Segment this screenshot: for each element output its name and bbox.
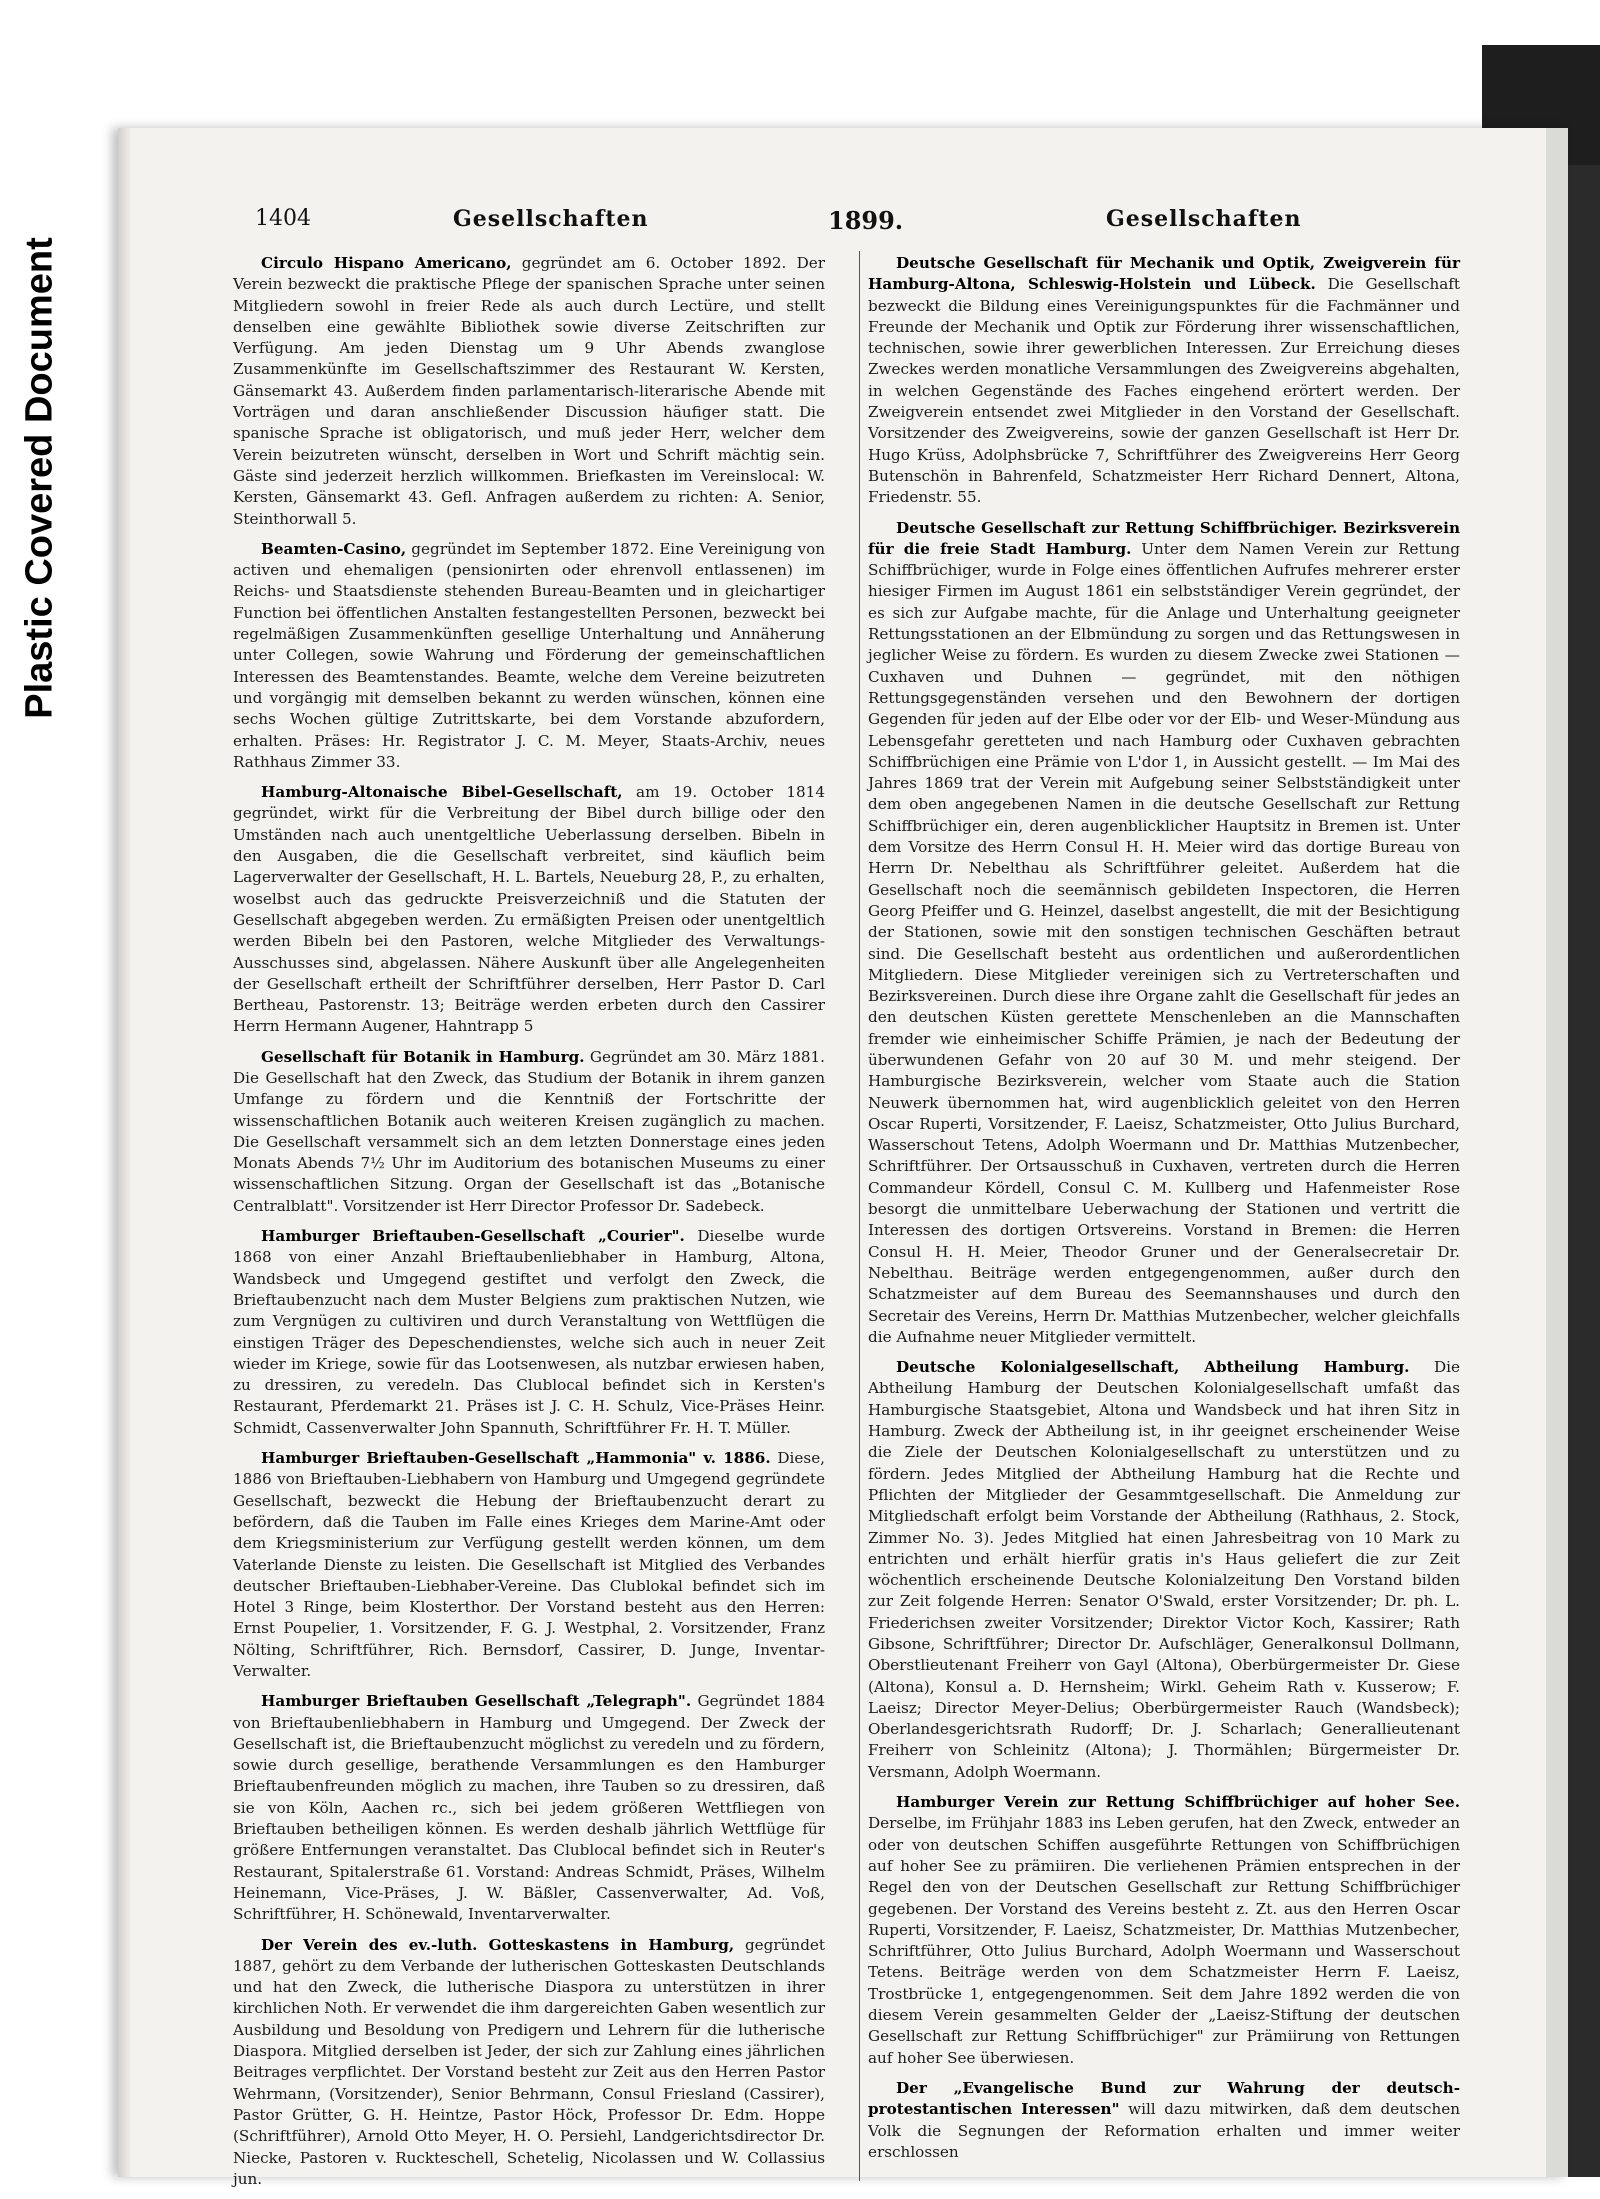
entry-text: will dazu mitwirken, daß dem deutschen Volk die Segnungen der Reformation erhalten und immer weiter erschlossen	[868, 2100, 1461, 2161]
running-title-right: Gesellschaften	[1106, 206, 1302, 232]
entry-text: gegründet am 6. October 1892. Der Verein bezweckt die praktische Pflege der spanischen Sprache unter seinen Mitgliedern sowohl in freier Rede als auch durch Lectüre, und stellt denselben eine gewählte Bibliothek sowie diverse Zeitschriften zur Verfügung. Am jeden Dienstag um 9 Uhr Abends zwanglose Zusammenkünfte im Gesellschaftszimmer des Restaurant W. Kersten, Gänsemarkt 43. Außerdem finden parlamentarisch-literarische Abende mit Vorträgen und daran anschließender Discussion häufiger statt. Die spanische Sprache ist obligatorisch, und muß jeder Herr, welcher dem Verein beizutreten wünscht, derselben in Wort und Schrift mächtig sein. Gäste sind jederzeit herzlich willkommen. Briefkasten im Vereinslocal: W. Kersten, Gänsemarkt 43. Gefl. Anfragen außerdem zu richten: A. Senior, Steinthorwall 5.	[233, 254, 826, 528]
entry-brieftauben-courier	[233, 1226, 825, 1439]
entry-title: Hamburger Brieftauben-Gesellschaft „Hammonia" v. 1886.	[261, 1449, 771, 1468]
entry-gotteskasten	[233, 1935, 825, 2191]
entry-title: Deutsche Gesellschaft für Mechanik und Optik, Zweigverein für Hamburg-Altona, Schleswig-Holstein und Lübeck.	[868, 254, 1460, 294]
entry-text: Unter dem Namen Verein zur Rettung Schiffbrüchiger, wurde in Folge eines öffentlichen Aufrufes mehrerer erster hiesiger Firmen im August 1861 ein selbstständiger Verein gegründet, der es sich zur Aufgabe machte, für die Anlage und Unterhaltung geeigneter Rettungsstationen an der Elbmündung zu sorgen und das Rettungswesen in jeglicher Weise zu fördern. Es wurden zu diesem Zwecke zwei Stationen — Cuxhaven und Duhnen — gegründet, mit den nöthigen Rettungsgegenständen versehen und den Bewohnern der dortigen Gegenden für jeden auf der Elbe oder vor der Elb- und Weser-Mündung aus Lebensgefahr geretteten und nach Hamburg oder Cuxhaven gebrachten Schiffbrüchigen eine Prämie von L'dor 1, in Aussicht gestellt. — Im Mai des Jahres 1869 trat der Verein mit Aufgebung seiner Selbstständigkeit unter dem oben angegebenen Namen in die deutsche Gesellschaft zur Rettung Schiffbrüchiger ein, deren augenblicklicher Hauptsitz in Bremen ist. Unter dem Vorsitze des Herrn Consul H. H. Meier wird das dortige Bureau von Herrn Dr. Nebelthau als Schriftführer geleitet. Außerdem hat die Gesellschaft noch die seemännisch gebildeten Inspectoren, die Herren Georg Pfeiffer und G. Heinzel, daselbst angestellt, die mit der Besichtigung der Stationen, sowie mit den sonstigen technischen Geschäften betraut sind. Die Gesellschaft besteht aus ordentlichen und außerordentlichen Mitgliedern. Diese Mitglieder vereinigen sich zu Vertreterschaften und Bezirksvereinen. Durch diese ihre Organe zahlt die Gesellschaft für jedes an den deutschen Küsten gerettete Menschenleben an die Mannschaften fremder wie einheimischer Schiffe Prämien, je nach der Bedeutung der überwundenen Gefahr von 20 auf 30 M. und mehr steigend. Der Hamburgische Bezirksverein, welcher vom Staate auch die Station Neuwerk übernommen hat, wird augenblicklich geleitet von den Herren Oscar Ruperti, Vorsitzender, F. Laeisz, Schatzmeister, Otto Julius Burchard, Wasserschout Tetens, Adolph Woermann und Dr. Matthias Mutzenbecher, Schriftführer. Der Ortsausschuß in Cuxhaven, vertreten durch die Herren Commandeur Kördell, Consul C. M. Kullberg und Hafenmeister Rose besorgt die unmittelbare Ueberwachung der Stationen und vertritt die Interessen des dortigen Ortsvereins. Vorstand in Bremen: die Herren Consul H. H. Meier, Theodor Gruner und der Generalsecretair Dr. Nebelthau. Beiträge werden entgegengenommen, außer durch den Schatzmeister auf dem Bureau des Seemannshauses und durch den Secretair des Vereins, Herrn Dr. Matthias Mutzenbecher, welcher gleichfalls die Aufnahme neuer Mitglieder vermittelt.	[868, 539, 1460, 1346]
entry-text: Dieselbe wurde 1868 von einer Anzahl Brieftaubenliebhaber in Hamburg, Altona, Wandsbeck und Umgegend gestiftet und verfolgt den Zweck, die Brieftaubenzucht nach dem Muster Belgiens zum praktischen Nutzen, wie zum Vergnügen zu cultiviren und durch Veranstaltung von Wettflügen die einstigen Träger des Depeschendienstes, welche sich auch in neuer Zeit wieder im Kriege, sowie für das Lootsenwesen, als nutzbar erwiesen haben, zu dressiren, zu veredeln. Das Clublocal befindet sich in Kersten's Restaurant, Pferdemarkt 21. Präses ist J. C. H. Schulz, Vice-Präses Heinr. Schmidt, Cassenverwalter John Spannuth, Schriftführer Fr. H. T. Müller.	[233, 1227, 826, 1437]
entry-title: Hamburger Brieftauben Gesellschaft „Telegraph".	[261, 1692, 692, 1711]
column-divider	[859, 251, 860, 2181]
entry-text: Die Abtheilung Hamburg der Deutschen Kolonialgesellschaft umfaßt das Hamburgische Staatsgebiet, Altona und Wandsbeck und hat ihren Sitz in Hamburg. Zweck der Abtheilung ist, in ihr geeignet erscheinender Weise die Ziele der Deutschen Kolonialgesellschaft zu unterstützen und zu fördern. Jedes Mitglied der Abtheilung Hamburg hat die Rechte und Pflichten der Mitglieder der Gesammtgesellschaft. Die Anmeldung zur Mitgliedschaft erfolgt beim Vorstande der Abtheilung (Rathhaus, 2. Stock, Zimmer No. 3). Jedes Mitglied hat einen Jahresbeitrag von 10 Mark zu entrichten und erhält hierfür gratis in's Haus geliefert die zur Zeit wöchentlich erscheinende Deutsche Kolonialzeitung Den Vorstand bilden zur Zeit folgende Herren: Senator O'Swald, erster Vorsitzender; Dr. ph. L. Friederichsen zweiter Vorsitzender; Direktor Victor Koch, Kassirer; Rath Gibsone, Schriftführer; Director Dr. Aufschläger, Generalkonsul Dollmann, Oberstlieutenant Freiherr von Gayl (Altona), Oberbürgermeister Dr. Giese (Altona), Konsul a. D. Hernsheim; Wirkl. Geheim Rath v. Kusserow; F. Laeisz; Director Meyer-Delius; Oberbürgermeister Rauch (Wandsbeck); Oberlandesgerichtsrath Rudorff; Dr. J. Scharlach; Generallieutenant Freiherr von Schleinitz (Altona); J. Thormählen; Bürgermeister Dr. Versmann, Adolph Woermann.	[868, 1358, 1460, 1781]
entry-kolonialgesellschaft	[868, 1357, 1460, 1783]
page-number: 1404	[255, 206, 311, 231]
entry-text: Gegründet 1884 von Brieftaubenliebhabern in Hamburg und Umgegend. Der Zweck der Gesellschaft ist, die Brieftaubenzucht möglichst zu veredeln und zu fördern, sowie durch gesellige, berathende Versammlungen es den Hamburger Brieftaubenfreunden möglich zu machen, ihre Tauben so zu dressiren, daß sie von Köln, Aachen rc., sich bei jedem größeren Wettfliegen von Brieftauben betheiligen können. Es werden deshalb jährlich Wettflüge für größere Entfernungen veranstaltet. Das Clublocal befindet sich in Reuter's Restaurant, Spitalerstraße 61. Vorstand: Andreas Schmidt, Präses, Wilhelm Heinemann, Vice-Präses, J. W. Bäßler, Cassenverwalter, Ad. Voß, Schriftführer, H. Schönewald, Inventarverwalter.	[233, 1692, 825, 1924]
entry-title: Beamten-Casino,	[261, 539, 407, 558]
entry-title: Deutsche Gesellschaft zur Rettung Schiffbrüchiger. Bezirksverein für die freie Stadt Hamburg.	[868, 518, 1460, 558]
entry-bibel-gesellschaft	[233, 782, 825, 1038]
entry-text: Gegründet am 30. März 1881. Die Gesellschaft hat den Zweck, das Studium der Botanik in ihrem ganzen Umfange zu fördern und die Kenntniß der Fortschritte der wissenschaftlichen Botanik auch weiteren Kreisen zugänglich zu machen. Die Gesellschaft versammelt sich an dem letzten Donnerstage eines jeden Monats Abends 7½ Uhr im Auditorium des botanischen Museums zu einer wissenschaftlichen Sitzung. Organ der Gesellschaft ist das „Botanische Centralblatt". Vorsitzender ist Herr Director Professor Dr. Sadebeck.	[233, 1047, 826, 1215]
entry-brieftauben-hammonia	[233, 1448, 825, 1682]
entry-text: Die Gesellschaft bezweckt die Bildung eines Vereinigungspunktes für die Fachmänner und Freunde der Mechanik und Optik zur Förderung ihrer wissenschaftlichen, technischen, sowie ihrer gewerblichen Interessen. Zur Erreichung dieses Zweckes werden monatliche Versammlungen des Zweigvereins abgehalten, in welchen Gegenstände des Faches eingehend erörtert werden. Der Zweigverein entsendet zwei Mitglieder in den Vorstand der Gesellschaft. Vorsitzender des Zweigvereins, sowie der ganzen Gesellschaft ist Herr Dr. Hugo Krüss, Adolphsbrücke 7, Schriftführer des Zweigvereins Herr Georg Butenschön in Bahrenfeld, Schatzmeister Herr Richard Dennert, Altona, Friedenstr. 55.	[868, 275, 1461, 507]
left-column	[233, 253, 825, 2199]
entry-title: Hamburger Brieftauben-Gesellschaft „Courier".	[261, 1227, 685, 1246]
entry-mechanik-optik	[868, 253, 1460, 509]
entry-title: Deutsche Kolonialgesellschaft, Abtheilung Hamburg.	[896, 1358, 1410, 1377]
entry-text: Derselbe, im Frühjahr 1883 ins Leben gerufen, hat den Zweck, entweder an oder von deutschen Schiffen ausgeführte Rettungen von Schiffbrüchigen auf hoher See zu prämiiren. Die verliehenen Prämien entsprechen in der Regel den von der Deutschen Gesellschaft zur Rettung Schiffbrüchiger gegebenen. Der Vorstand des Vereins besteht z. Zt. aus den Herren Oscar Ruperti, Vorsitzender, F. Laeisz, Schatzmeister, Dr. Matthias Mutzenbecher, Schriftführer, Otto Julius Burchard, Adolph Woermann und Wasserschout Tetens. Beiträge werden von dem Schatzmeister Herrn F. Laeisz, Trostbrücke 1, entgegengenommen. Seit dem Jahre 1892 werden die von diesem Verein gesammelten Gelder der „Laeisz-Stiftung der deutschen Gesellschaft zur Rettung Schiffbrüchiger" zur Prämiirung von Rettungen auf hoher See überwiesen.	[868, 1814, 1460, 2067]
entry-text: Diese, 1886 von Brieftauben-Liebhabern von Hamburg und Umgegend gegründete Gesellschaft, bezweckt die Hebung der Brieftaubenzucht derart zu befördern, daß die Tauben im Falle eines Krieges dem Marine-Amt oder dem Kriegsministerium zur Verfügung gestellt werden können, um dem Vaterlande Dienste zu leisten. Die Gesellschaft ist Mitglied des Verbandes deutscher Brieftauben-Liebhaber-Vereine. Das Clublokal befindet sich im Hotel 3 Ringe, beim Klosterthor. Der Vorstand besteht aus den Herren: Ernst Poupelier, 1. Vorsitzender, F. G. J. Westphal, 2. Vorsitzender, Franz Nölting, Schriftführer, Rich. Bernsdorf, Cassirer, D. Junge, Inventar-Verwalter.	[233, 1449, 826, 1680]
entry-title: Circulo Hispano Americano,	[261, 254, 512, 272]
entry-rettung-schiffbruechiger	[868, 518, 1460, 1349]
page-binding-shadow	[118, 128, 132, 2177]
side-label: Plastic Covered Document	[18, 237, 61, 719]
entry-beamten-casino	[233, 539, 825, 773]
entry-title: Der Verein des ev.-luth. Gotteskastens in Hamburg,	[261, 1935, 735, 1954]
entry-circulo-hispano	[233, 253, 825, 530]
right-column	[868, 253, 1460, 2172]
document-page	[118, 128, 1568, 2188]
page-edge	[1546, 128, 1568, 2177]
entry-title: Der „Evangelische Bund zur Wahrung der deutsch-protestantischen Interessen"	[868, 2078, 1460, 2119]
entry-text: gegründet 1887, gehört zu dem Verbande der lutherischen Gotteskasten Deutschlands und hat den Zweck, die lutherische Diaspora zu unterstützen in ihrer kirchlichen Noth. Er verwendet die ihm dargereichten Gaben wesentlich zur Ausbildung und Besoldung von Predigern und Lehrern für die lutherische Diaspora. Mitglied derselben ist Jeder, der sich zur Zahlung eines jährlichen Beitrages verpflichtet. Der Vorstand besteht zur Zeit aus den Herren Pastor Wehrmann, (Vorsitzender), Senior Behrmann, Consul Friesland (Cassirer), Pastor Grütter, G. H. Heintze, Pastor Höck, Professor Dr. Edm. Hoppe (Schriftführer), Arnold Otto Meyer, H. O. Persiehl, Landgerichtsdirector Dr. Niecke, Pastoren v. Ruckteschell, Schetelig, Nicolassen und W. Collassius jun.	[233, 1935, 826, 2188]
entry-text: am 19. October 1814 gegründet, wirkt für die Verbreitung der Bibel durch billige oder den Umständen nach auch unentgeltliche Ueberlassung derselben. Bibeln in den Ausgaben, die die Gesellschaft verbreitet, sind käuflich beim Lagerverwalter der Gesellschaft, H. L. Bartels, Neueburg 28, P., zu erhalten, woselbst auch das gedruckte Preisverzeichniß und die Statuten der Gesellschaft abgegeben werden. Zu ermäßigten Preisen oder unentgeltlich werden Bibeln bei den Pastoren, welche Mitglieder des Verwaltungs-Ausschusses sind, abgelassen. Nähere Auskunft über alle Angelegenheiten der Gesellschaft ertheilt der Schriftführer derselben, Herr Pastor D. Carl Bertheau, Pastorenstr. 13; Beiträge werden erbeten durch den Cassirer Herrn Hermann Augener, Hahntrapp 5	[233, 783, 825, 1036]
entry-brieftauben-telegraph	[233, 1691, 825, 1925]
label-strip	[0, 0, 78, 2177]
entry-title: Hamburger Verein zur Rettung Schiffbrüchiger auf hoher See.	[896, 1793, 1460, 1812]
entry-title: Hamburg-Altonaische Bibel-Gesellschaft,	[261, 783, 623, 802]
running-title-left: Gesellschaften	[453, 206, 649, 232]
page-header	[118, 206, 1568, 246]
entry-hohe-see	[868, 1792, 1460, 2069]
entry-evangelischer-bund	[868, 2078, 1460, 2163]
entry-title: Gesellschaft für Botanik in Hamburg.	[261, 1047, 585, 1066]
entry-botanik	[233, 1047, 825, 1217]
entry-text: gegründet im September 1872. Eine Vereinigung von activen und ehemaligen (pensionirten oder ehrenvoll entlassenen) im Reichs- und Staatsdienste stehenden Bureau-Beamten und in gleichartiger Function bei öffentlichen Anstalten festangestellten Personen, bezweckt bei regelmäßigen Zusammenkünften gesellige Unterhaltung und Annäherung unter Collegen, sowie Wahrung und Förderung der gemeinschaftlichen Interessen des Beamtenstandes. Beamte, welche dem Vereine beizutreten und vorgängig mit demselben bekannt zu werden wünschen, können eine sechs Wochen gültige Zutrittskarte, bei dem Vorstande abzufordern, erhalten. Präses: Hr. Registrator J. C. M. Meyer, Staats-Archiv, neues Rathhaus Zimmer 33.	[233, 539, 825, 771]
year: 1899.	[828, 206, 904, 235]
